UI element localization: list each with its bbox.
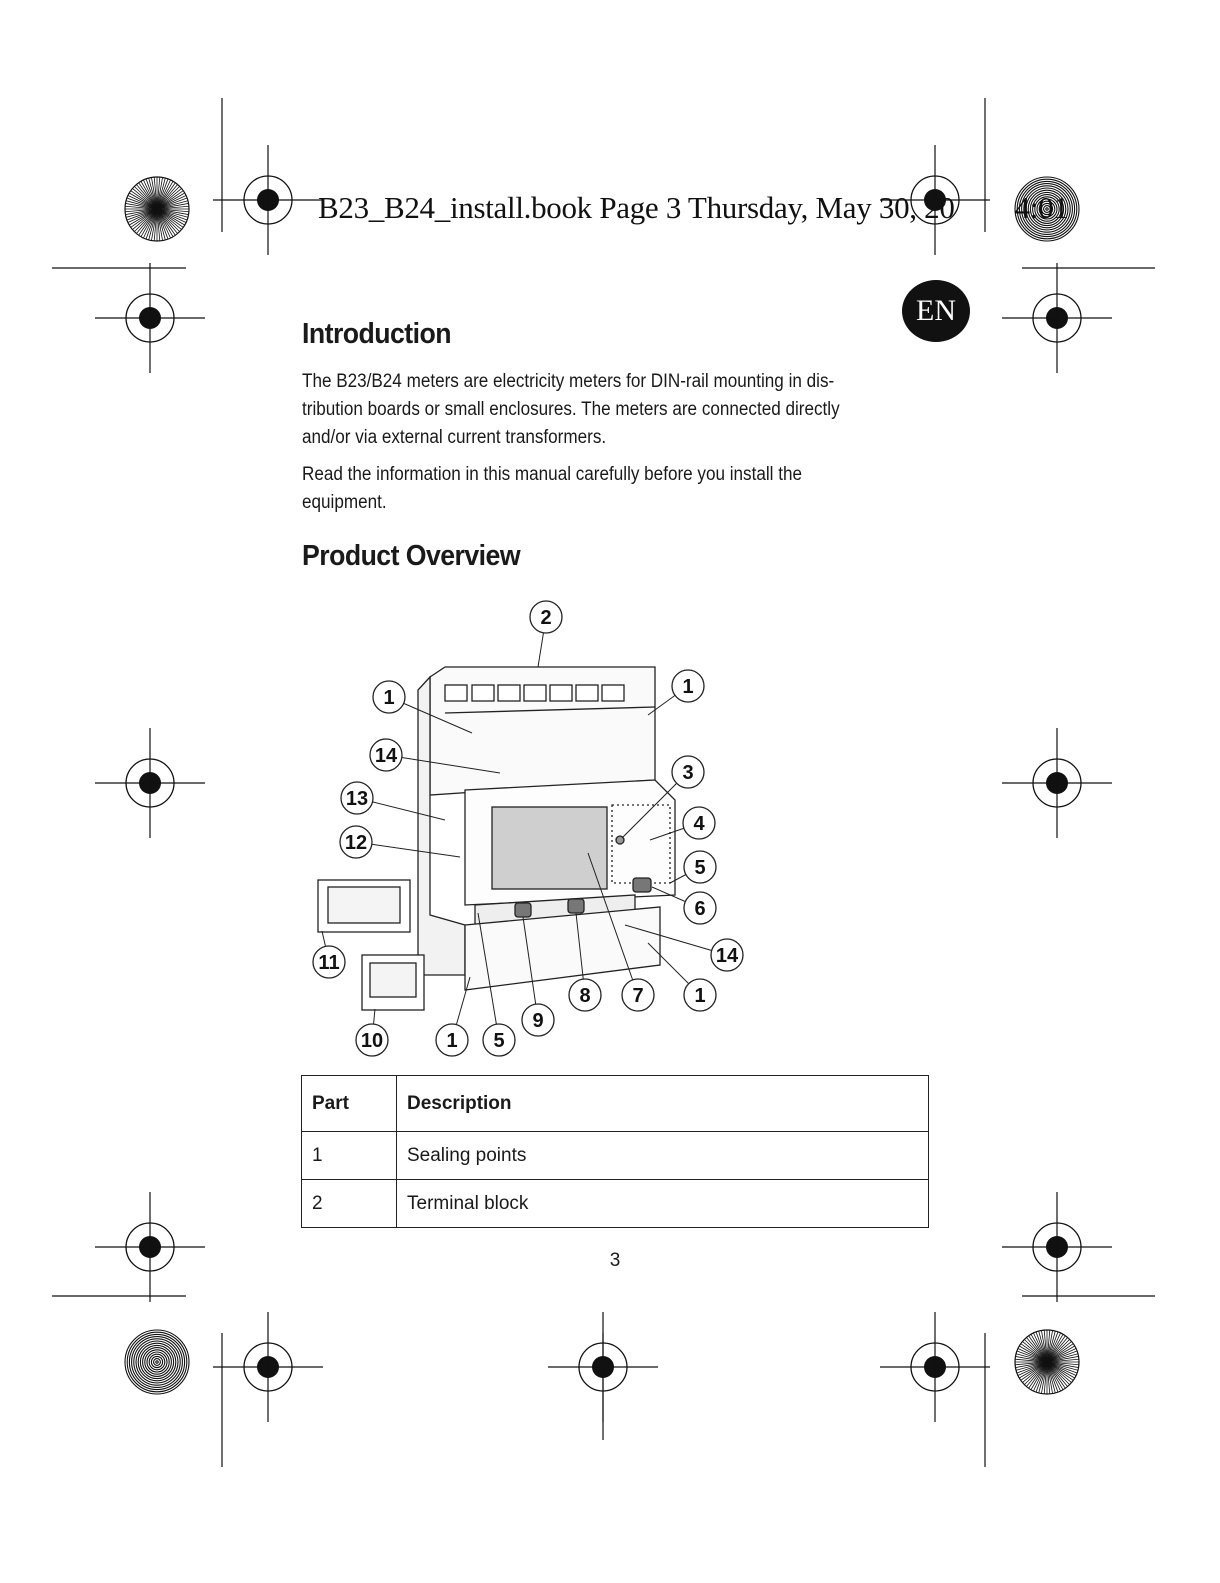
callout-label: 1 (694, 985, 706, 1007)
callout-marker (356, 1024, 388, 1056)
sunburst-wheel-icon (125, 177, 189, 241)
part-description: Sealing points (397, 1132, 929, 1180)
callout-label: 1 (383, 687, 395, 709)
product-overview-heading: Product Overview (302, 540, 521, 572)
header-description: Description (397, 1076, 929, 1132)
header-part: Part (302, 1076, 397, 1132)
book-header-line (318, 190, 1069, 226)
table-row (302, 1180, 929, 1228)
callout-marker (370, 739, 402, 771)
callout-label: 10 (360, 1030, 384, 1052)
callout-marker (684, 979, 716, 1011)
callout-marker (684, 851, 716, 883)
paragraph-line: equipment. (302, 492, 387, 513)
callout-marker (522, 1004, 554, 1036)
registration-mark-icon (880, 1312, 990, 1422)
callout-marker (341, 782, 373, 814)
paragraph-line: tribution boards or small enclosures. The meters are connected directly (302, 399, 840, 420)
concentric-wheel-icon (125, 1330, 189, 1394)
registration-mark-icon (548, 1312, 658, 1422)
table-header-row (302, 1076, 929, 1132)
paragraph-line: The B23/B24 meters are electricity meters for DIN-rail mounting in dis- (302, 371, 835, 392)
callout-label: 5 (694, 857, 706, 879)
callout-label: 12 (344, 832, 368, 854)
callout-label: 14 (715, 945, 739, 967)
callout-label: 4 (693, 813, 705, 835)
header-time-fragment: 4:01 (1014, 190, 1069, 225)
callout-marker (622, 979, 654, 1011)
meter-diagram (300, 595, 770, 1065)
callout-marker (672, 756, 704, 788)
introduction-paragraph-2 (302, 461, 932, 517)
callout-label: 14 (374, 745, 398, 767)
registration-mark-icon (1002, 728, 1112, 838)
introduction-paragraph-1 (302, 368, 932, 452)
callout-marker (711, 939, 743, 971)
callout-label: 13 (345, 788, 369, 810)
registration-mark-icon (213, 145, 323, 255)
registration-mark-icon (95, 728, 205, 838)
callout-label: 5 (493, 1030, 505, 1052)
callout-label: 3 (682, 762, 694, 784)
callout-marker (569, 979, 601, 1011)
language-badge-label: EN (916, 294, 956, 327)
callout-marker (373, 681, 405, 713)
table-row (302, 1132, 929, 1180)
callout-marker (436, 1024, 468, 1056)
page-number: 3 (609, 1250, 621, 1271)
callout-label: 7 (632, 985, 644, 1007)
callout-label: 6 (694, 898, 706, 920)
paragraph-line: and/or via external current transformers. (302, 427, 607, 448)
callout-label: 1 (446, 1030, 458, 1052)
callout-marker (313, 946, 345, 978)
registration-mark-icon (95, 263, 205, 373)
callout-marker (530, 601, 562, 633)
callout-label: 1 (682, 676, 694, 698)
sunburst-wheel-icon (1015, 1330, 1079, 1394)
registration-mark-icon (1002, 1192, 1112, 1302)
callout-label: 11 (318, 952, 340, 974)
part-number: 2 (302, 1180, 397, 1228)
callout-marker (340, 826, 372, 858)
part-number: 1 (302, 1132, 397, 1180)
part-description: Terminal block (397, 1180, 929, 1228)
parts-table (301, 1075, 929, 1228)
callout-label: 9 (532, 1010, 544, 1032)
registration-mark-icon (213, 1312, 323, 1422)
callout-marker (672, 670, 704, 702)
callout-label: 8 (579, 985, 591, 1007)
language-badge (902, 280, 970, 342)
introduction-heading: Introduction (302, 318, 451, 350)
registration-mark-icon (95, 1192, 205, 1302)
paragraph-line: Read the information in this manual carefully before you install the (302, 464, 802, 485)
callout-marker (483, 1024, 515, 1056)
header-text: B23_B24_install.book Page 3 Thursday, May 30, 20 (318, 190, 955, 225)
callout-label: 2 (540, 607, 552, 629)
callout-marker (683, 807, 715, 839)
registration-mark-icon (1002, 263, 1112, 373)
callout-marker (684, 892, 716, 924)
